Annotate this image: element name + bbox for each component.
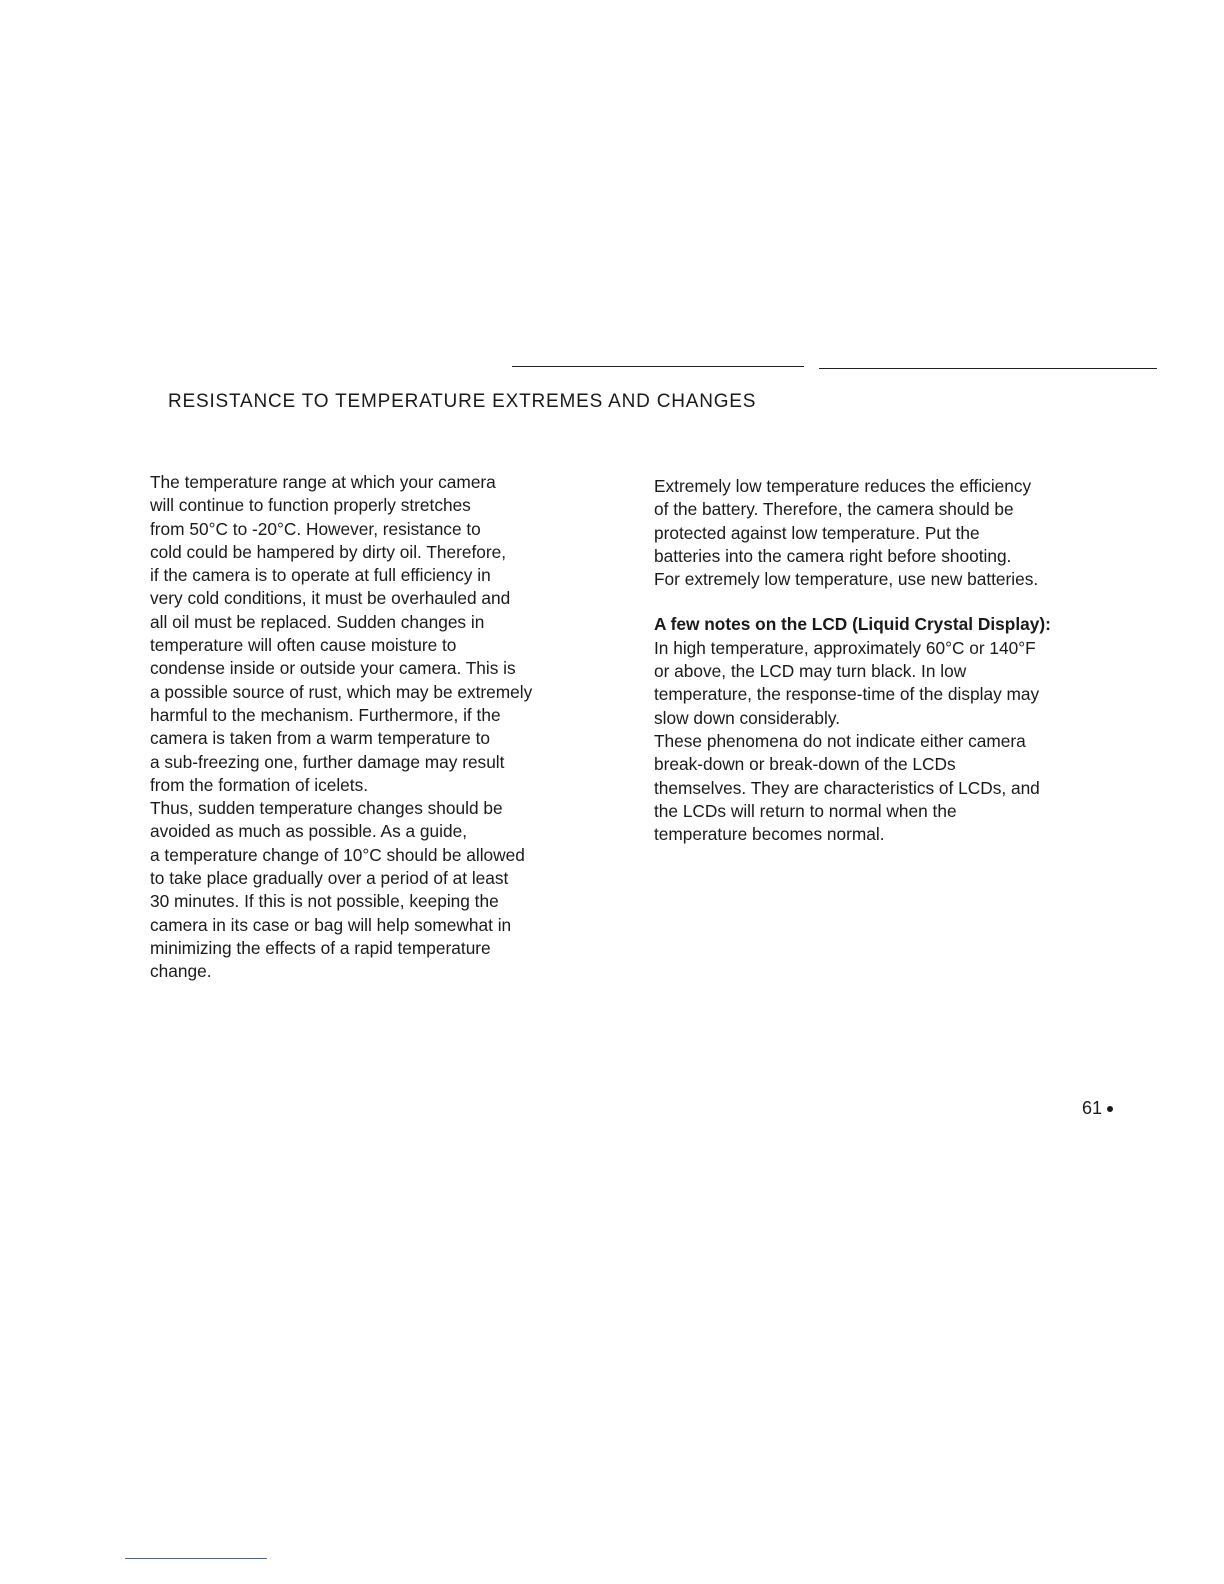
text-line: These phenomena do not indicate either camera — [654, 730, 1026, 751]
text-line: all oil must be replaced. Sudden changes in — [150, 611, 485, 632]
text-line: a possible source of rust, which may be extremely — [150, 681, 533, 702]
right-column — [654, 475, 1051, 846]
text-line: or above, the LCD may turn black. In low — [654, 661, 967, 682]
text-line: break-down or break-down of the LCDs — [654, 754, 956, 775]
page-number — [1082, 1098, 1113, 1119]
text-line: harmful to the mechanism. Furthermore, if the — [150, 704, 501, 725]
text-line: themselves. They are characteristics of LCDs, and — [654, 777, 1040, 798]
text-line: from the formation of icelets. — [150, 774, 369, 795]
page-number-text: 61 — [1082, 1098, 1103, 1118]
text-line: of the battery. Therefore, the camera should be — [654, 499, 1014, 520]
text-line: from 50°C to -20°C. However, resistance to — [150, 518, 481, 539]
text-line: temperature, the response-time of the display may — [654, 684, 1040, 705]
text-line: protected against low temperature. Put the — [654, 522, 980, 543]
text-line: cold could be hampered by dirty oil. Therefore, — [150, 541, 507, 562]
text-line: The temperature range at which your camera — [150, 472, 496, 492]
text-line: camera in its case or bag will help somewhat in — [150, 914, 512, 935]
text-line: For extremely low temperature, use new batteries. — [654, 569, 1039, 590]
text-line: condense inside or outside your camera. This is — [150, 658, 516, 679]
lcd-notes-heading: A few notes on the LCD (Liquid Crystal Display): — [654, 614, 1051, 635]
text-line: a sub-freezing one, further damage may result — [150, 751, 505, 772]
text-line: temperature will often cause moisture to — [150, 635, 457, 656]
text-line: Extremely low temperature reduces the efficiency — [654, 476, 1032, 496]
top-rule-left — [512, 366, 804, 367]
text-line: avoided as much as possible. As a guide, — [150, 821, 468, 842]
text-line: batteries into the camera right before shooting. — [654, 545, 1012, 566]
bullet-icon — [1107, 1106, 1113, 1112]
text-line: a temperature change of 10°C should be allowed — [150, 844, 525, 865]
text-line: Thus, sudden temperature changes should be — [150, 798, 503, 819]
text-line: 30 minutes. If this is not possible, keeping the — [150, 891, 499, 912]
text-line: if the camera is to operate at full efficiency in — [150, 565, 491, 586]
text-line: temperature becomes normal. — [654, 824, 885, 845]
text-line: to take place gradually over a period of at least — [150, 868, 509, 889]
top-rule-right — [819, 368, 1157, 369]
text-line: camera is taken from a warm temperature to — [150, 728, 490, 749]
text-line: minimizing the effects of a rapid temperature — [150, 937, 491, 958]
text-line: change. — [150, 961, 212, 982]
section-heading: RESISTANCE TO TEMPERATURE EXTREMES AND CHANGES — [168, 391, 757, 412]
bottom-rule — [125, 1558, 267, 1559]
text-line: In high temperature, approximately 60°C or 140°F — [654, 637, 1036, 658]
text-line: the LCDs will return to normal when the — [654, 800, 957, 821]
text-line: very cold conditions, it must be overhauled and — [150, 588, 511, 609]
text-line: slow down considerably. — [654, 707, 841, 728]
left-column — [150, 471, 532, 984]
text-line: will continue to function properly stretches — [150, 495, 471, 516]
